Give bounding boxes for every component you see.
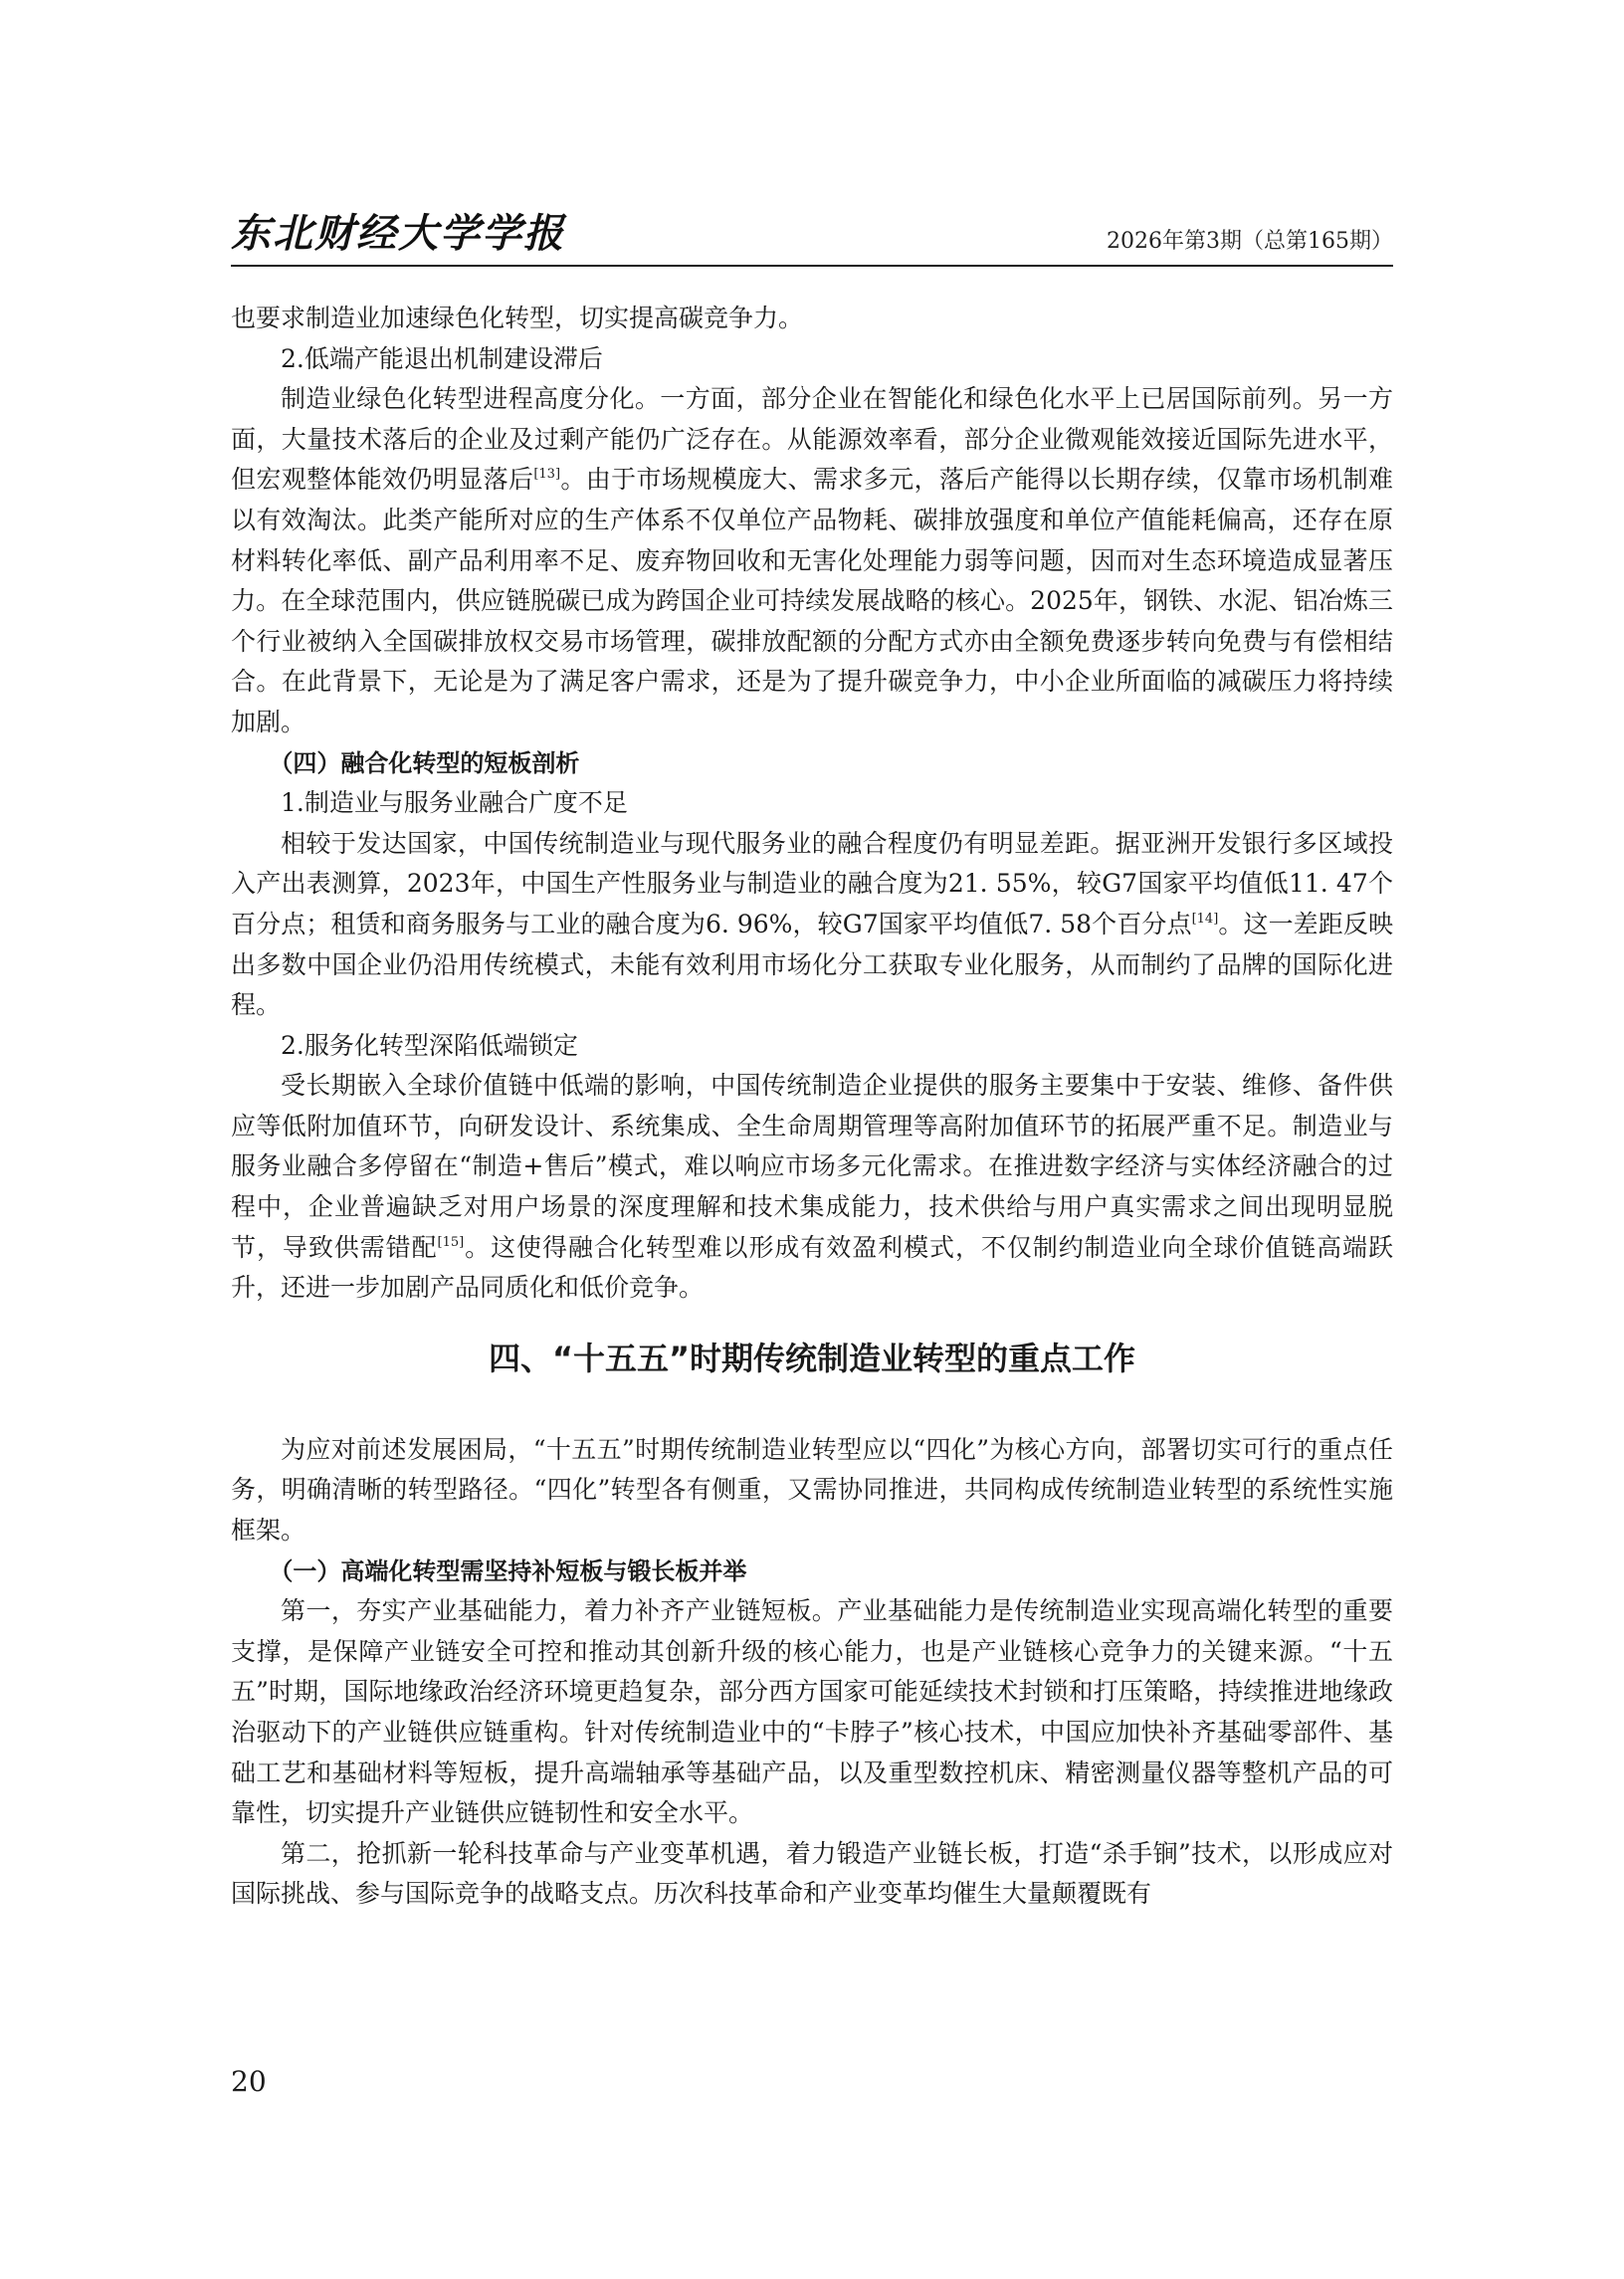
subsection-heading: 2.低端产能退出机制建设滞后 [281, 343, 603, 373]
paragraph-text: 相较于发达国家，中国传统制造业与现代服务业的融合程度仍有明显差距。据亚洲开发银行多区域投入产出表测算，2023年，中国生产性服务业与制造业的融合度为21. 55%，较G7国家平均值低11. 47个百分点；租赁和商务服务与工业的融合度为6. 96%，较G7国家平均值低7. 58个百分点 [231, 828, 1393, 938]
issue-info: 2026年第3期（总第165期） [1107, 229, 1393, 254]
citation-ref[interactable]: [15] [437, 1234, 465, 1250]
subsection-heading: 2.服务化转型深陷低端锁定 [281, 1030, 578, 1060]
section-heading: （一）高端化转型需坚持补短板与锻长板并举 [269, 1556, 747, 1585]
paragraph [231, 824, 1393, 1026]
paragraph [231, 379, 1393, 742]
paragraph: 也要求制造业加速绿色化转型，切实提高碳竞争力。 [231, 304, 804, 332]
paragraph [231, 1066, 1393, 1309]
paragraph: 第二，抢抓新一轮科技革命与产业变革机遇，着力锻造产业链长板，打造“杀手锏”技术，以形成应对国际挑战、参与国际竞争的战略支点。历次科技革命和产业变革均催生大量颠覆既有 [231, 1838, 1393, 1909]
article-body [231, 299, 1393, 1915]
paragraph: 为应对前述发展困局，“十五五”时期传统制造业转型应以“四化”为核心方向，部署切实可行的重点任务，明确清晰的转型路径。“四化”转型各有侧重，又需协同推进，共同构成传统制造业转型的系统性实施框架。 [231, 1434, 1393, 1546]
journal-logo: 东北财经大学学报 [231, 210, 565, 257]
paragraph-text: 受长期嵌入全球价值链中低端的影响，中国传统制造企业提供的服务主要集中于安装、维修、备件供应等低附加值环节，向研发设计、系统集成、全生命周期管理等高附加值环节的拓展严重不足。制造业与服务业融合多停留在“制造+售后”模式，难以响应市场多元化需求。在推进数字经济与实体经济融合的过程中，企业普遍缺乏对用户场景的深度理解和技术集成能力，技术供给与用户真实需求之间出现明显脱节，导致供需错配 [231, 1071, 1393, 1262]
citation-ref[interactable]: [13] [533, 467, 561, 483]
paragraph-text: 制造业绿色化转型进程高度分化。一方面，部分企业在智能化和绿色化水平上已居国际前列。另一方面，大量技术落后的企业及过剩产能仍广泛存在。从能源效率看，部分企业微观能效接近国际先进水平，但宏观整体能效仍明显落后 [231, 384, 1393, 495]
page-number: 20 [231, 2065, 267, 2098]
subsection-heading: 1.制造业与服务业融合广度不足 [281, 788, 628, 818]
paragraph-text: 。这使得融合化转型难以形成有效盈利模式，不仅制约制造业向全球价值链高端跃升，还进一步加剧产品同质化和低价竞争。 [231, 1232, 1393, 1303]
section-heading: （四）融合化转型的短板剖析 [269, 748, 580, 777]
citation-ref[interactable]: [14] [1191, 911, 1219, 927]
running-header [231, 210, 1393, 267]
chapter-heading: 四、“十五五”时期传统制造业转型的重点工作 [488, 1339, 1136, 1377]
paragraph-text: 。由于市场规模庞大、需求多元，落后产能得以长期存续，仅靠市场机制难以有效淘汰。此类产能所对应的生产体系不仅单位产品物耗、碳排放强度和单位产值能耗偏高，还存在原材料转化率低、副产品利用率不足、废弃物回收和无害化处理能力弱等问题，因而对生态环境造成显著压力。在全球范围内，供应链脱碳已成为跨国企业可持续发展战略的核心。2025年，钢铁、水泥、铝冶炼三个行业被纳入全国碳排放权交易市场管理，碳排放配额的分配方式亦由全额免费逐步转向免费与有偿相结合。在此背景下，无论是为了满足客户需求，还是为了提升碳竞争力，中小企业所面临的减碳压力将持续加剧。 [231, 465, 1393, 736]
paragraph-text: 。这一差距反映出多数中国企业仍沿用传统模式，未能有效利用市场化分工获取专业化服务，从而制约了品牌的国际化进程。 [231, 909, 1393, 1020]
paragraph: 第一，夯实产业基础能力，着力补齐产业链短板。产业基础能力是传统制造业实现高端化转型的重要支撑，是保障产业链安全可控和推动其创新升级的核心能力，也是产业链核心竞争力的关键来源。“十五五”时期，国际地缘政治经济环境更趋复杂，部分西方国家可能延续技术封锁和打压策略，持续推进地缘政治驱动下的产业链供应链重构。针对传统制造业中的“卡脖子”核心技术，中国应加快补齐基础零部件、基础工艺和基础材料等短板，提升高端轴承等基础产品，以及重型数控机床、精密测量仪器等整机产品的可靠性，切实提升产业链供应链韧性和安全水平。 [231, 1596, 1393, 1828]
